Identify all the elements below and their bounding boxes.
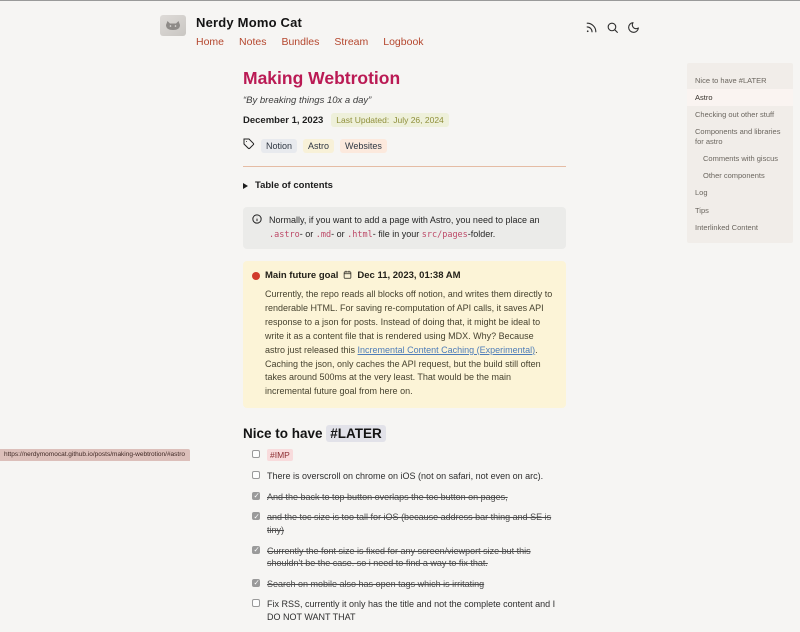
toc-sidebar [687, 63, 793, 243]
calendar-icon [343, 270, 352, 284]
goal-callout [243, 261, 566, 408]
info-callout [243, 207, 566, 249]
info-text-3: - or [331, 228, 348, 239]
post-subtitle: “By breaking things 10x a day” [243, 95, 372, 106]
toc-toggle-label: Table of contents [255, 180, 333, 191]
post-title: Making Webtrotion [243, 68, 401, 88]
checklist-item: ✓ Currently the font size is fixed for any screen/viewport size but this shouldn't be the case. so i need to find a way to fix that. [252, 545, 566, 570]
goal-body-1: Currently, the repo reads all blocks off notion, and writes them directly to renderable HTML. For saving re-computation of API calls, it saves API response to a json for posts. Instead of doing that, it might be ideal to write it as a content file that is rendered using MDX. Why? Because astro just released this [265, 288, 553, 355]
info-icon [252, 214, 262, 242]
toc-item-comments-giscus[interactable]: Comments with giscus [703, 154, 779, 164]
tags-row [243, 137, 566, 155]
toc-details-toggle[interactable] [243, 180, 566, 191]
checklist-item: ✓ and the toc size is too tall for iOS (because address bar thing and SE is tiny) [252, 511, 566, 536]
tag-astro[interactable]: Astro [303, 139, 334, 153]
post-article [243, 61, 566, 632]
goal-body-2: . Caching the json, only caches the API request, but the build still often takes around 500ms at the very least. That would be the main incremental future goal from here on. [265, 344, 541, 397]
main-nav [196, 36, 424, 48]
code-astro: .astro [269, 229, 300, 240]
last-updated-label: Last Updated: [336, 115, 390, 125]
checklist-item: ✓ And the back to top button overlaps the toc button on pages, [252, 491, 566, 504]
imp-tag-mark: #IMP [267, 449, 293, 461]
last-updated-badge [331, 113, 449, 127]
checkbox-checked[interactable] [252, 579, 260, 587]
toc-item-astro-active[interactable]: Astro [687, 89, 793, 106]
toc-item-nice-to-have[interactable]: Nice to have #LATER [695, 75, 767, 85]
goal-title: Main future goal [265, 270, 339, 282]
post-meta-row [243, 113, 566, 127]
nav-stream[interactable]: Stream [334, 36, 369, 48]
red-dot-icon [252, 272, 260, 280]
rss-icon[interactable] [585, 21, 598, 34]
goal-callout-header [252, 269, 556, 284]
nav-bundles[interactable]: Bundles [281, 36, 320, 48]
info-callout-text [269, 214, 557, 242]
cat-logo-icon [163, 19, 183, 33]
info-text-5: -folder. [467, 228, 496, 239]
chevron-right-icon [243, 183, 248, 189]
info-text-4: - file in your [372, 228, 422, 239]
checkbox-checked[interactable] [252, 546, 260, 554]
later-tag-mark: #LATER [326, 425, 386, 442]
info-text-2: - or [299, 228, 316, 239]
toc-item-checking-out[interactable]: Checking out other stuff [695, 109, 775, 119]
divider [243, 166, 566, 167]
toc-item-components-libraries[interactable]: Components and libraries for astro [695, 126, 781, 146]
info-text-1: Normally, if you want to add a page with Astro, you need to place an [269, 215, 540, 225]
toc-item-log[interactable]: Log [695, 188, 708, 198]
code-md: .md [315, 229, 332, 240]
tag-notion[interactable]: Notion [261, 139, 297, 153]
checkbox-unchecked[interactable] [252, 450, 260, 458]
checkbox-checked[interactable] [252, 512, 260, 520]
publish-date: December 1, 2023 [243, 114, 324, 126]
checklist-item: ✓ Search on mobile also has open tags which is irritating [252, 578, 566, 591]
tag-websites[interactable]: Websites [340, 139, 387, 153]
goal-timestamp: Dec 11, 2023, 01:38 AM [357, 270, 461, 282]
section-heading-text: Nice to have [243, 426, 323, 442]
checklist [252, 449, 566, 623]
toc-item-tips[interactable]: Tips [695, 205, 709, 215]
checklist-item [252, 449, 566, 462]
toc-item-interlinked[interactable]: Interlinked Content [695, 222, 758, 232]
site-title[interactable]: Nerdy Momo Cat [196, 15, 303, 30]
checklist-item: Fix RSS, currently it only has the title and not the complete content and I DO NOT WANT THAT [252, 598, 566, 623]
dark-mode-icon[interactable] [627, 21, 640, 34]
checklist-item: There is overscroll on chrome on iOS (not on safari, not even on arc). [252, 470, 566, 483]
checkbox-unchecked[interactable] [252, 471, 260, 479]
goal-body [265, 288, 556, 400]
link-preview-statusbar: https://nerdymomocat.github.io/posts/making-webtrotion/#astro [0, 449, 190, 461]
checkbox-checked[interactable] [252, 492, 260, 500]
site-header [160, 15, 424, 48]
header-icons [585, 21, 640, 34]
last-updated-date: July 26, 2024 [393, 115, 444, 125]
code-html: .html [347, 229, 373, 240]
nav-home[interactable]: Home [196, 36, 225, 48]
incremental-caching-link[interactable]: Incremental Content Caching (Experimental) [357, 344, 536, 355]
checkbox-unchecked[interactable] [252, 599, 260, 607]
toc-item-other-components[interactable]: Other components [703, 171, 765, 181]
nav-logbook[interactable]: Logbook [383, 36, 424, 48]
site-logo[interactable] [160, 15, 186, 36]
search-icon[interactable] [606, 21, 619, 34]
tag-icon [243, 137, 255, 155]
nav-notes[interactable]: Notes [239, 36, 267, 48]
section-heading [243, 426, 566, 441]
code-src-pages: src/pages [421, 229, 468, 240]
